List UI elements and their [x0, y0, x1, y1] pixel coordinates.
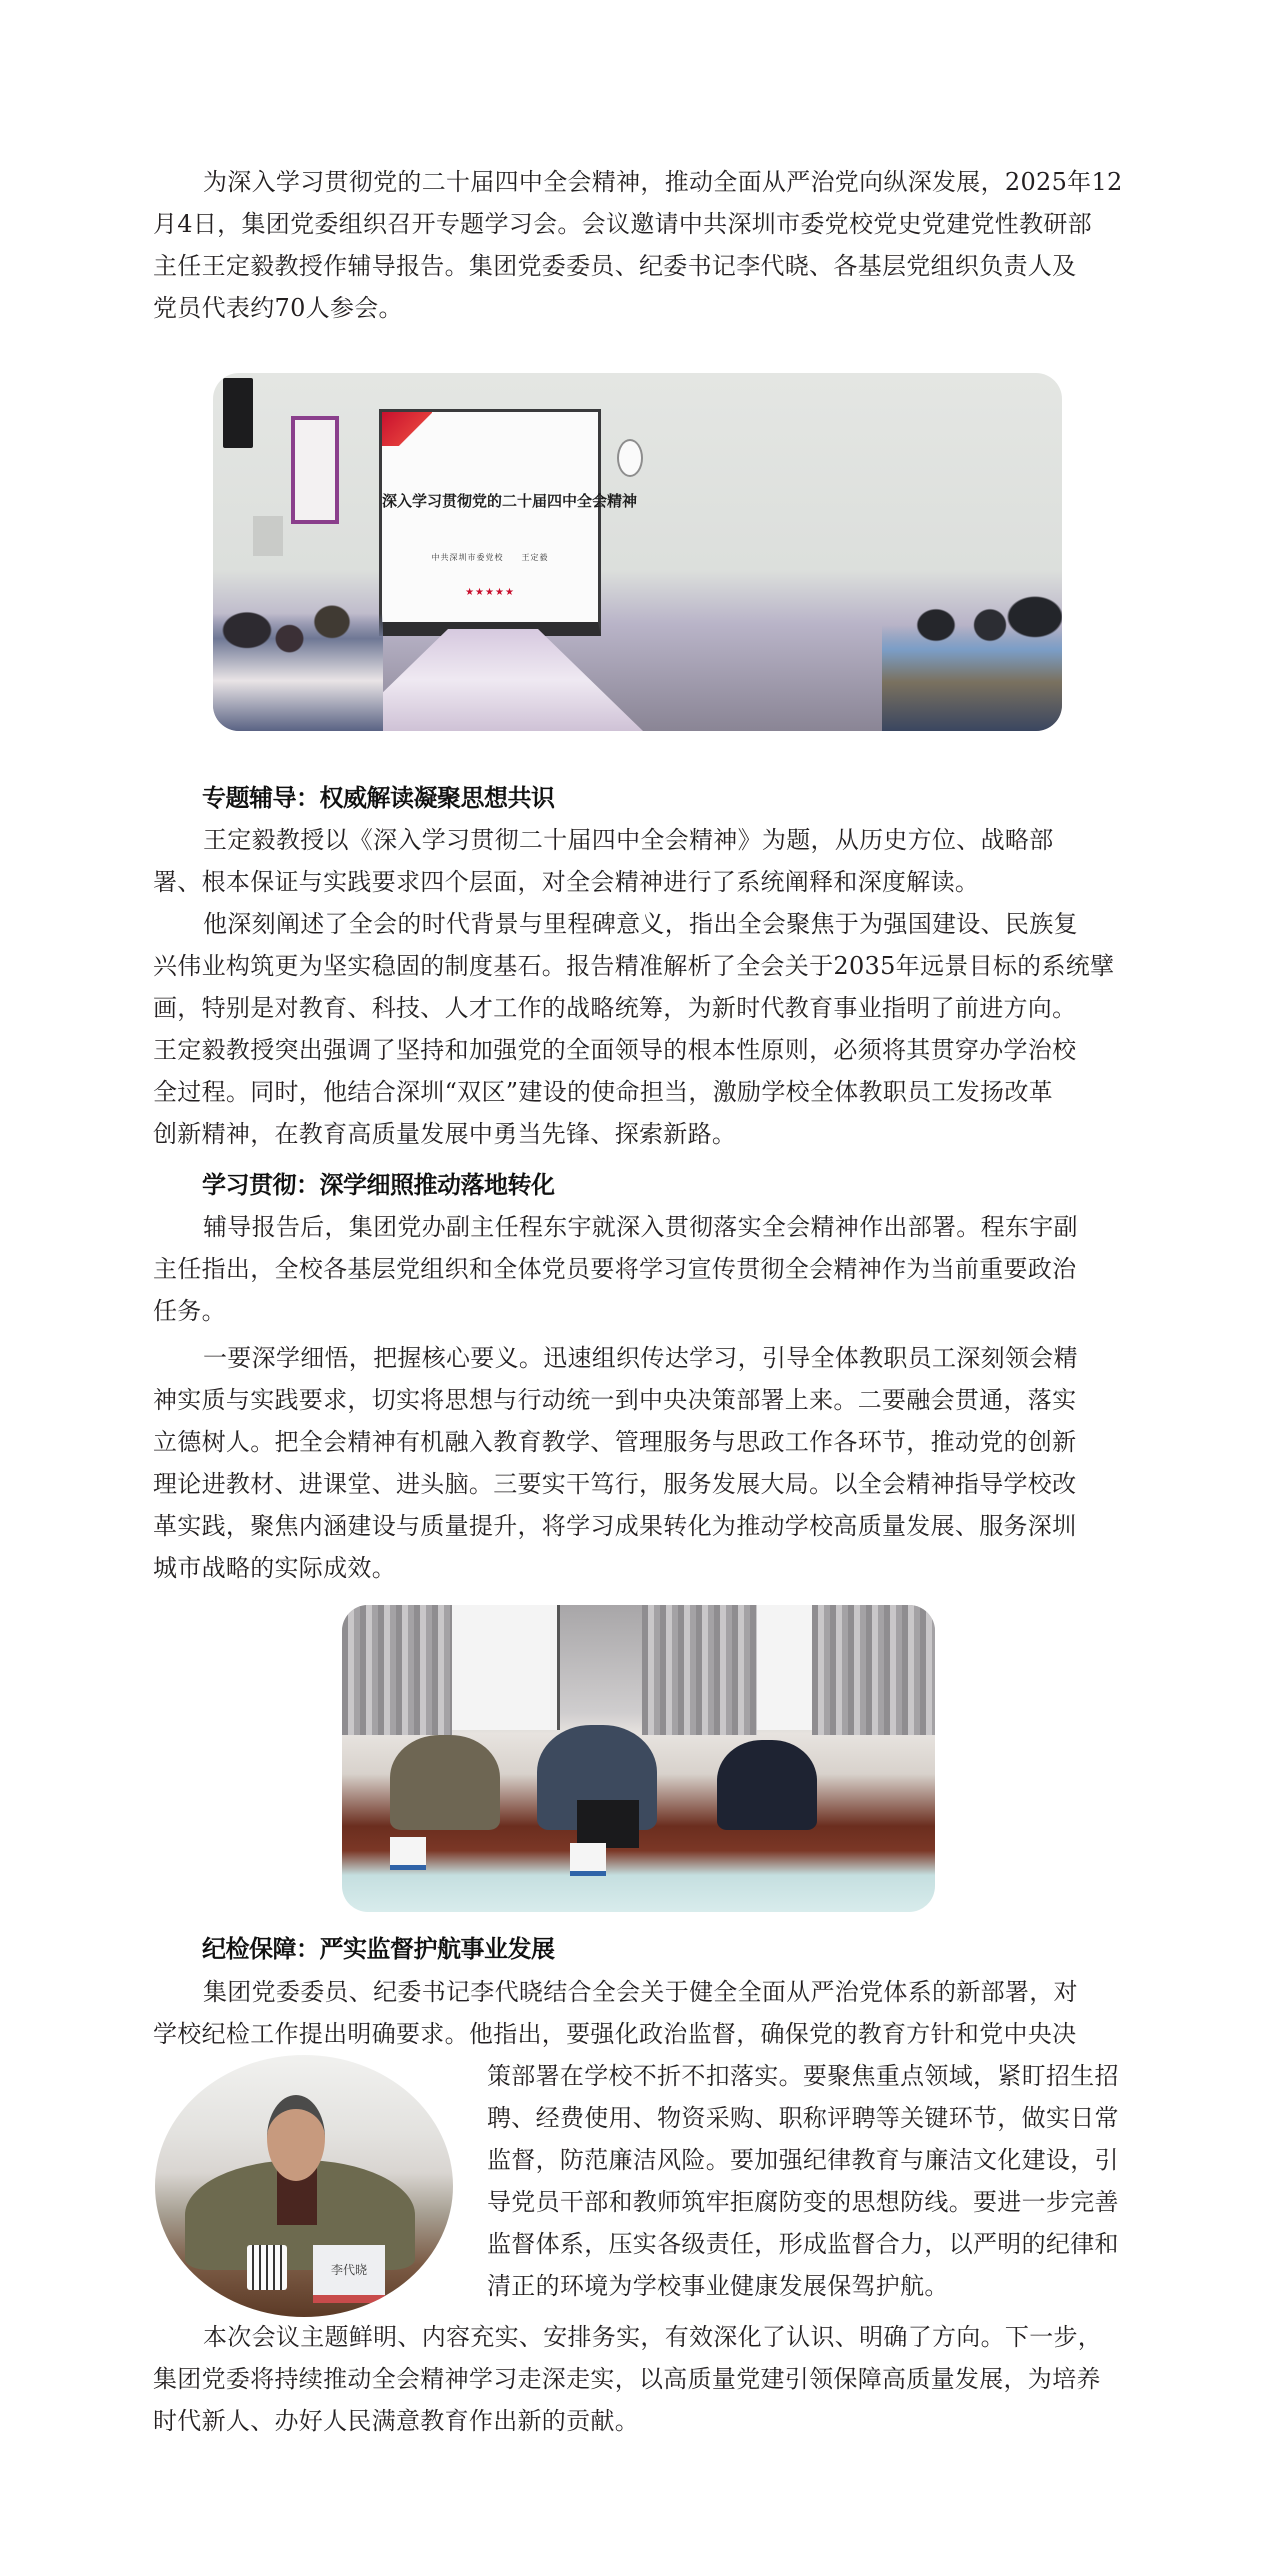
screen-subtitle: 中共深圳市委党校 王定毅 [431, 553, 549, 562]
attendee [717, 1740, 817, 1830]
paragraph-line: 任务。 [153, 1297, 226, 1325]
section-heading: 纪检保障：严实监督护航事业发展 [202, 1935, 555, 1963]
mug [247, 2245, 287, 2290]
nameplate [313, 2245, 385, 2303]
paragraph-line: 兴伟业构筑更为坚实稳固的制度基石。报告精准解析了全会关于2035年远景目标的系统擘 [153, 952, 1115, 980]
meeting-room-photo [213, 373, 1062, 731]
paragraph-line: 集团党委将持续推动全会精神学习走深走实，以高质量党建引领保障高质量发展，为培养 [153, 2365, 1101, 2393]
paragraph-line: 导党员干部和教师筑牢拒腐防变的思想防线。要进一步完善 [487, 2188, 1119, 2216]
paragraph-line: 时代新人、办好人民满意教育作出新的贡献。 [153, 2407, 639, 2435]
paragraph-line: 王定毅教授以《深入学习贯彻二十届四中全会精神》为题，从历史方位、战略部 [203, 826, 1054, 854]
paragraph-line: 立德树人。把全会精神有机融入教育教学、管理服务与思政工作各环节，推动党的创新 [153, 1428, 1077, 1456]
paragraph-line: 主任指出，全校各基层党组织和全体党员要将学习宣传贯彻全会精神作为当前重要政治 [153, 1255, 1077, 1283]
screen-title: 深入学习贯彻党的二十届四中全会精神 [382, 492, 638, 510]
paragraph-line: 全过程。同时，他结合深圳“双区”建设的使命担当，激励学校全体教职员工发扬改革 [153, 1078, 1053, 1106]
section-heading: 专题辅导：权威解读凝聚思想共识 [202, 784, 555, 812]
window [452, 1605, 560, 1730]
paragraph-line: 集团党委委员、纪委书记李代晓结合全会关于健全全面从严治党体系的新部署，对 [203, 1978, 1078, 2006]
paragraph-line: 王定毅教授突出强调了坚持和加强党的全面领导的根本性原则，必须将其贯穿办学治校 [153, 1036, 1077, 1064]
paragraph-line: 创新精神，在教育高质量发展中勇当先锋、探索新路。 [153, 1120, 737, 1148]
paragraph-line: 辅导报告后，集团党办副主任程东宇就深入贯彻落实全会精神作出部署。程东宇副 [203, 1213, 1078, 1241]
curtain [642, 1605, 757, 1735]
paragraph-line: 理论进教材、进课堂、进头脑。三要实干笃行，服务发展大局。以全会精神指导学校改 [153, 1470, 1077, 1498]
paragraph-line: 一要深学细悟，把握核心要义。迅速组织传达学习，引导全体教职员工深刻领会精 [203, 1344, 1078, 1372]
laptop [577, 1800, 639, 1848]
nameplate [390, 1837, 426, 1870]
paragraph-line: 监督，防范廉洁风险。要加强纪律教育与廉洁文化建设，引 [487, 2146, 1119, 2174]
paragraph-line: 神实质与实践要求，切实将思想与行动统一到中央决策部署上来。二要融会贯通，落实 [153, 1386, 1077, 1414]
paragraph-line: 他深刻阐述了全会的时代背景与里程碑意义，指出全会聚焦于为强国建设、民族复 [203, 910, 1078, 938]
window [757, 1605, 812, 1730]
paragraph-line: 学校纪检工作提出明确要求。他指出，要强化政治监督，确保党的教育方针和党中央决 [153, 2020, 1077, 2048]
seated-meeting-photo [342, 1605, 935, 1912]
flag-decoration [382, 412, 432, 446]
attendee [390, 1735, 500, 1830]
intro-line: 月4日，集团党委组织召开专题学习会。会议邀请中共深圳市委党校党史党建党性教研部 [153, 210, 1092, 238]
attendees-right [882, 568, 1062, 731]
paragraph-line: 策部署在学校不折不扣落实。要聚焦重点领域，紧盯招生招 [487, 2062, 1119, 2090]
wall-speaker [223, 378, 253, 448]
curtain [812, 1605, 935, 1735]
paragraph-line: 画，特别是对教育、科技、人才工作的战略统筹，为新时代教育事业指明了前进方向。 [153, 994, 1077, 1022]
intro-line: 党员代表约70人参会。 [153, 294, 403, 322]
person-head [267, 2095, 325, 2181]
intro-line: 为深入学习贯彻党的二十届四中全会精神，推动全面从严治党向纵深发展，2025年12 [203, 168, 1123, 196]
conference-table [343, 629, 643, 731]
clock-icon [617, 439, 643, 477]
paragraph-line: 署、根本保证与实践要求四个层面，对全会精神进行了系统阐释和深度解读。 [153, 868, 980, 896]
paragraph-line: 聘、经费使用、物资采购、职称评聘等关键环节，做实日常 [487, 2104, 1119, 2132]
paragraph-line: 城市战略的实际成效。 [153, 1554, 396, 1582]
paragraph-line: 监督体系，压实各级责任，形成监督合力，以严明的纪律和 [487, 2230, 1119, 2258]
intro-line: 主任王定毅教授作辅导报告。集团党委委员、纪委书记李代晓、各基层党组织负责人及 [153, 252, 1077, 280]
wall-panel [253, 516, 283, 556]
paragraph-line: 清正的环境为学校事业健康发展保驾护航。 [487, 2272, 949, 2300]
star-icon: ★★★★★ [465, 587, 515, 598]
paragraph-line: 本次会议主题鲜明、内容充实、安排务实，有效深化了认识、明确了方向。下一步， [203, 2323, 1103, 2351]
curtain [342, 1605, 452, 1735]
paragraph-line: 革实践，聚焦内涵建设与质量提升，将学习成果转化为推动学校高质量发展、服务深圳 [153, 1512, 1077, 1540]
speaker-portrait-photo [155, 2055, 453, 2317]
section-heading: 学习贯彻：深学细照推动落地转化 [202, 1171, 555, 1199]
nameplate-text: 李代晓 [330, 2263, 367, 2277]
nameplate [570, 1843, 606, 1876]
wall-poster [291, 416, 339, 524]
attendees-left [213, 563, 383, 731]
projection-screen [379, 409, 638, 636]
